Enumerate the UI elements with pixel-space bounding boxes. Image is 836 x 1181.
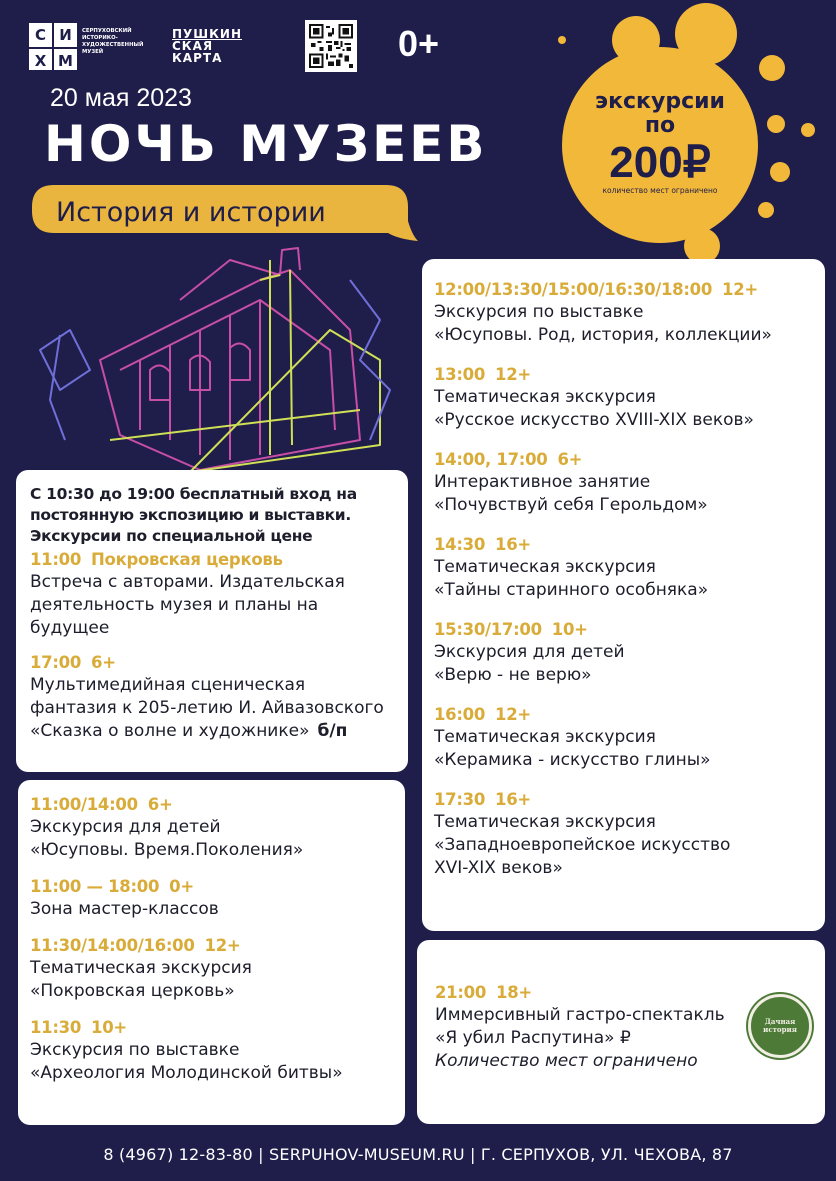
event-time-row	[435, 982, 815, 1004]
event-time: 15:30/17:00	[434, 620, 542, 639]
event-line: Зона мастер-классов	[30, 899, 219, 919]
event-item	[30, 876, 393, 921]
pushkin-card-logo	[172, 28, 282, 64]
event-line: Экскурсия по выставке	[30, 1040, 240, 1060]
event-line: Мультимедийная сценическая	[30, 675, 306, 695]
event-line: Экскурсия по выставке	[434, 302, 644, 322]
subtitle-bubble	[24, 183, 416, 245]
event-time-row	[434, 704, 815, 726]
logo-letter: Х	[28, 48, 53, 74]
qr-code[interactable]	[305, 20, 357, 72]
event-time: 11:30/14:00/16:00	[30, 936, 195, 955]
event-line: «Юсуповы. Род, история, коллекции»	[434, 325, 772, 345]
event-time: 17:00	[30, 653, 82, 672]
event-time-row	[434, 364, 815, 386]
event-item	[434, 789, 815, 880]
event-line: Встреча с авторами. Издательская	[30, 572, 345, 592]
free-badge: б/п	[317, 721, 348, 741]
event-time: 11:00	[30, 550, 82, 569]
event-location: Покровская церковь	[91, 550, 283, 569]
event-line: «Юсуповы. Время.Поколения»	[30, 840, 304, 860]
subtitle: История и истории	[56, 197, 326, 228]
ruble-icon: ₽	[619, 1028, 631, 1048]
event-item	[434, 534, 815, 602]
event-item	[434, 704, 815, 772]
museum-building-illustration	[30, 240, 430, 480]
logo-letter: С	[28, 22, 53, 48]
event-time: 11:00/14:00	[30, 795, 138, 814]
event-time: 11:00 — 18:00	[30, 877, 160, 896]
footer-contacts: 8 (4967) 12-83-80 | SERPUHOV-MUSEUM.RU | Г. СЕРПУХОВ, УЛ. ЧЕХОВА, 87	[103, 1145, 733, 1164]
event-line: «Русское искусство XVIII-XIX веков»	[434, 410, 754, 430]
event-time: 16:00	[434, 705, 486, 724]
event-time-row	[434, 279, 815, 301]
event-line	[30, 720, 396, 743]
event-age: 16+	[495, 535, 531, 554]
event-time: 13:00	[434, 365, 486, 384]
event-age: 6+	[91, 653, 116, 672]
promo-note: количество мест ограничено	[602, 186, 718, 195]
event-line: «Западноевропейское искусство	[434, 835, 731, 855]
schedule-card-right	[422, 259, 825, 931]
event-item	[30, 1017, 393, 1085]
age-rating: 0+	[398, 23, 440, 64]
event-line: Экскурсия для детей	[434, 642, 625, 662]
event-line: Иммерсивный гастро-спектакль	[435, 1005, 725, 1025]
event-time: 14:30	[434, 535, 486, 554]
event-age: 10+	[551, 620, 588, 639]
logo-letter: И	[53, 22, 78, 48]
event-item	[30, 794, 393, 862]
event-time-row	[434, 619, 815, 641]
event-line: «Археология Молодинской битвы»	[30, 1063, 343, 1083]
event-line: «Верю - не верю»	[434, 665, 592, 685]
promo-line: экскурсии	[595, 89, 725, 114]
event-time: 17:30	[434, 790, 486, 809]
event-line: Тематическая экскурсия	[434, 727, 656, 747]
free-entry-card	[16, 470, 408, 772]
event-age: 16+	[495, 790, 531, 809]
event-line: Тематическая экскурсия	[30, 958, 252, 978]
intro-line: постоянную экспозицию и выставки.	[30, 506, 351, 524]
promo-line: по	[644, 113, 676, 138]
event-age: 6+	[147, 795, 173, 814]
event-time-row	[30, 876, 393, 898]
event-item	[30, 935, 393, 1003]
page-title: НОЧЬ МУЗЕЕВ	[44, 115, 488, 173]
event-age: 12+	[722, 280, 758, 299]
event-time: 21:00	[435, 983, 487, 1002]
event-line: Тематическая экскурсия	[434, 812, 656, 832]
event-item	[30, 549, 396, 640]
event-time-row	[30, 935, 393, 957]
event-age: 18+	[496, 983, 532, 1002]
event-date: 20 мая 2023	[50, 84, 192, 112]
schedule-card-left	[18, 780, 405, 1125]
event-item	[30, 652, 396, 743]
intro-line: Экскурсии по специальной цене	[30, 527, 313, 545]
event-time-row	[30, 794, 393, 816]
event-age: 0+	[169, 877, 194, 896]
event-line: XVI-XIX веков»	[434, 858, 563, 878]
event-item	[434, 619, 815, 687]
event-line: деятельность музея и планы на	[30, 595, 319, 615]
museum-logo-text: СЕРПУХОВСКИЙ ИСТОРИКО-ХУДОЖЕСТВЕННЫЙ МУЗЕЙ	[82, 28, 144, 55]
event-line: «Почувствуй себя Герольдом»	[434, 495, 708, 515]
event-time: 14:00, 17:00	[434, 450, 548, 469]
event-time-row	[30, 652, 396, 674]
event-time-row	[434, 534, 815, 556]
event-line: фантазия к 205-летию И. Айвазовского	[30, 698, 384, 718]
event-item	[434, 449, 815, 517]
pushkin-line: СКАЯ	[172, 39, 214, 53]
event-line: будущее	[30, 618, 110, 638]
event-line: «Тайны старинного особняка»	[434, 580, 709, 600]
event-age: 6+	[557, 450, 583, 469]
event-line: Тематическая экскурсия	[434, 557, 656, 577]
event-time: 11:30	[30, 1018, 82, 1037]
museum-logo	[28, 22, 78, 70]
qr-code-icon	[309, 24, 353, 68]
event-time-row	[30, 1017, 393, 1039]
intro-line: С 10:30 до 19:00 бесплатный вход на	[30, 485, 357, 503]
event-line: Интерактивное занятие	[434, 472, 651, 492]
event-time: 12:00/13:30/15:00/16:30/18:00	[434, 280, 713, 299]
event-item	[434, 364, 815, 432]
event-age: 12+	[495, 705, 531, 724]
excursion-promo	[566, 90, 754, 195]
event-age: 10+	[91, 1018, 127, 1037]
event-line: Тематическая экскурсия	[434, 387, 656, 407]
event-item	[434, 279, 815, 347]
event-line: «Покровская церковь»	[30, 981, 235, 1001]
pushkin-line: ПУШКИН	[172, 27, 243, 41]
stamp-text: Дачная история	[763, 1017, 797, 1034]
promo-price: 200₽	[609, 138, 711, 187]
partner-stamp-logo	[748, 994, 812, 1058]
event-time-row	[30, 549, 396, 571]
event-title: «Сказка о волне и художнике»	[30, 721, 310, 741]
event-title: «Я убил Распутина»	[435, 1028, 615, 1048]
event-age: 12+	[495, 365, 531, 384]
limited-seats-note: Количество мест ограничено	[435, 1051, 698, 1071]
event-time-row	[434, 789, 815, 811]
event-age: 12+	[204, 936, 241, 955]
event-line: Экскурсия для детей	[30, 817, 221, 837]
logo-letter: М	[53, 48, 78, 74]
event-time-row	[434, 449, 815, 471]
pushkin-line: КАРТА	[172, 51, 223, 65]
event-line: «Керамика - искусство глины»	[434, 750, 711, 770]
